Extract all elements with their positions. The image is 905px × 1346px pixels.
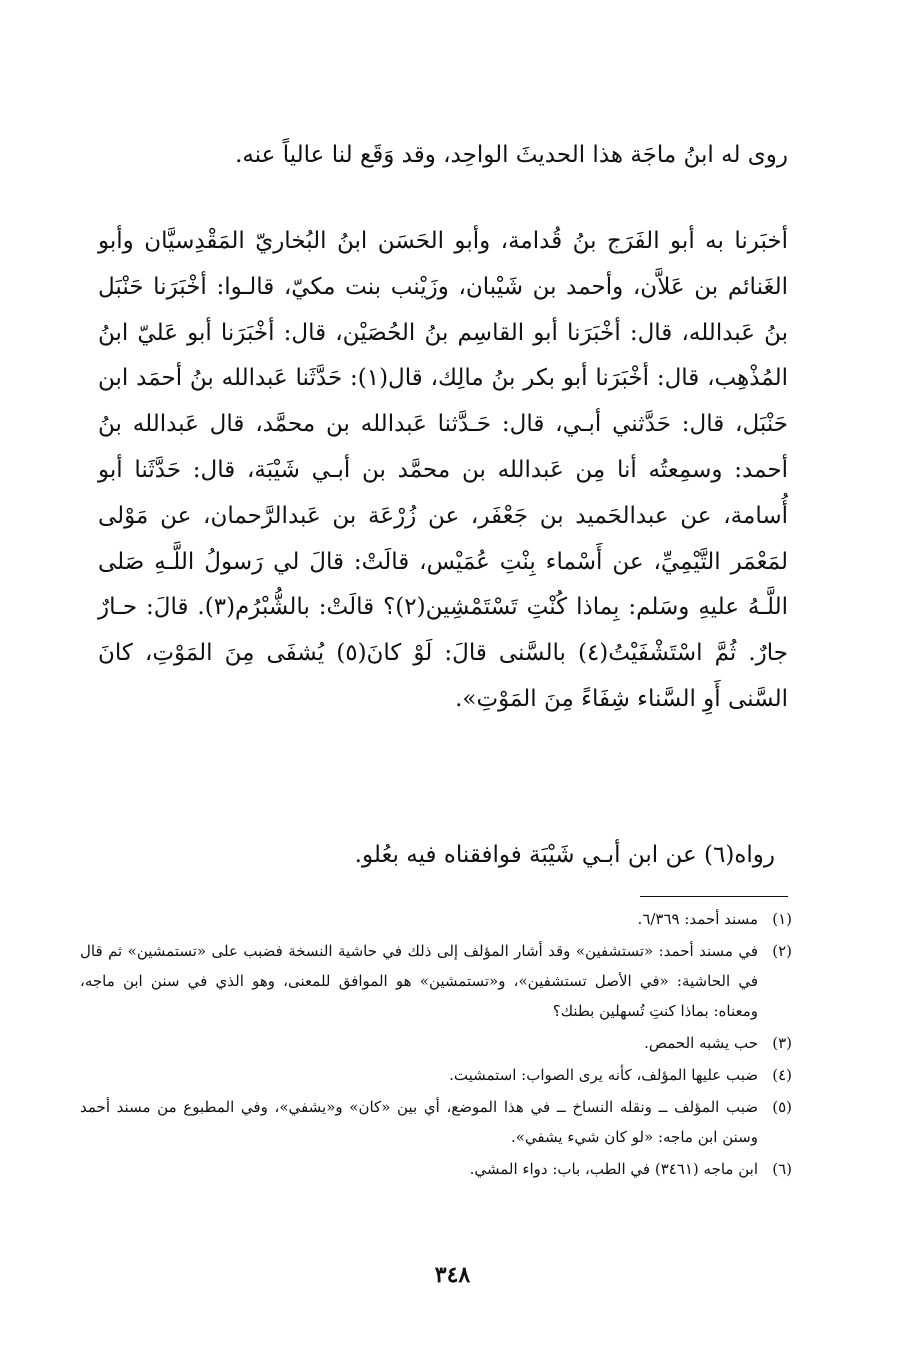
- footnote-text: ابن ماجه (٣٤٦١) في الطب، باب: دواء المشي.: [469, 1160, 758, 1178]
- closing-paragraph: رواه(٦) عن ابن أبـي شَيْبَة فوافقناه فيه بعُلو.: [354, 842, 775, 868]
- footnote-item: [80, 904, 792, 934]
- footnote-number: (٤): [772, 1066, 792, 1084]
- footnote-item: [80, 936, 792, 1026]
- footnote-text: ضبب عليها المؤلف، كأنه يرى الصواب: استمشيت.: [449, 1066, 758, 1084]
- footnote-text: حب يشبه الحمص.: [644, 1034, 758, 1052]
- footnote-item: [80, 1060, 792, 1090]
- footnote-text: ضبب المؤلف ــ ونقله النساخ ــ في هذا الموضع، أي بين «كان» و«يشفي»، وفي المطبوع من مسند أحمد وسنن ابن ماجه: «لو كان شيء يشفي».: [80, 1098, 758, 1146]
- footnote-item: [80, 1092, 792, 1152]
- intro-paragraph: روى له ابنُ ماجَة هذا الحديثَ الواحِد، وقد وَقَع لنا عالياً عنه.: [235, 142, 788, 168]
- footnotes: [80, 904, 792, 1186]
- footnote-text: في مسند أحمد: «تستشفين» وقد أشار المؤلف إلى ذلك في حاشية النسخة فضبب على «تستمشين» ثم قال في الحاشية: «في الأصل تستشفين»، و«تستمشين» هو الموافق للمعنى، وهو الذي في سنن ابن ماجه، ومعناه: بماذا كنتِ تُسهلين بطنك؟: [80, 942, 758, 1020]
- footnote-text: مسند أحمد: ٦/٣٦٩.: [637, 910, 758, 928]
- footnote-item: [80, 1028, 792, 1058]
- hadith-paragraph: أخبَرنا به أبو الفَرَج بنُ قُدامة، وأبو الحَسَن ابنُ البُخاريّ المَقْدِسيَّان وأبو الغَنائم بن عَلاَّن، وأحمد بن شَيْبان، وزَيْنب بنت مكيّ، قالـوا: أخْبَرَنا حَنْبَل بنُ عَبدالله، قال: أخْبَرَنا أبو القاسِم بنُ الحُصَيْن، قال: أخْبَرَنا أبو عَليّ ابنُ المُذْهِب، قال: أخْبَرَنا أبو بكر بنُ مالِك، قال(١): حَدَّثَنا عَبدالله بنُ أحمَد ابن حَنْبَل، قال: حَدَّثني أبـي، قال: حَـدَّثنا عَبدالله بن محمَّد، قال عَبدالله بنُ أحمد: وسمِعتُه أنا مِن عَبدالله بن محمَّد بن أبـي شَيْبَة، قال: حَدَّثَنا أبو أُسامة، عن عبدالحَميد بن جَعْفَر، عن زُرْعَة بن عَبدالرَّحمان، عن مَوْلى لمَعْمَر التَّيْمِيِّ، عن أَسْماء بِنْتِ عُمَيْس، قالَتْ: قالَ لي رَسولُ اللَّـهِ صَلى اللَّـهُ عليهِ وسَلم: بِماذا كُنْتِ تَسْتَمْشِين(٢)؟ قالَتْ: بالشُّبْرُم(٣). قالَ: حـارٌ جارٌ. ثُمَّ اسْتَشْفَيْتُ(٤) بالسَّنى قالَ: لَوْ كانَ(٥) يُشفَى مِنَ المَوْتِ، كانَ السَّنى أَوِ السَّناء شِفَاءً مِنَ المَوْتِ».: [98, 228, 789, 712]
- footnote-number: (٦): [772, 1160, 792, 1178]
- footnote-number: (٣): [772, 1034, 792, 1052]
- footnote-number: (٢): [772, 942, 792, 960]
- page-number: ٣٤٨: [434, 1262, 471, 1288]
- footnote-number: (١): [772, 910, 792, 928]
- footnote-divider: [640, 896, 788, 897]
- footnote-item: [80, 1154, 792, 1184]
- footnote-number: (٥): [772, 1098, 792, 1116]
